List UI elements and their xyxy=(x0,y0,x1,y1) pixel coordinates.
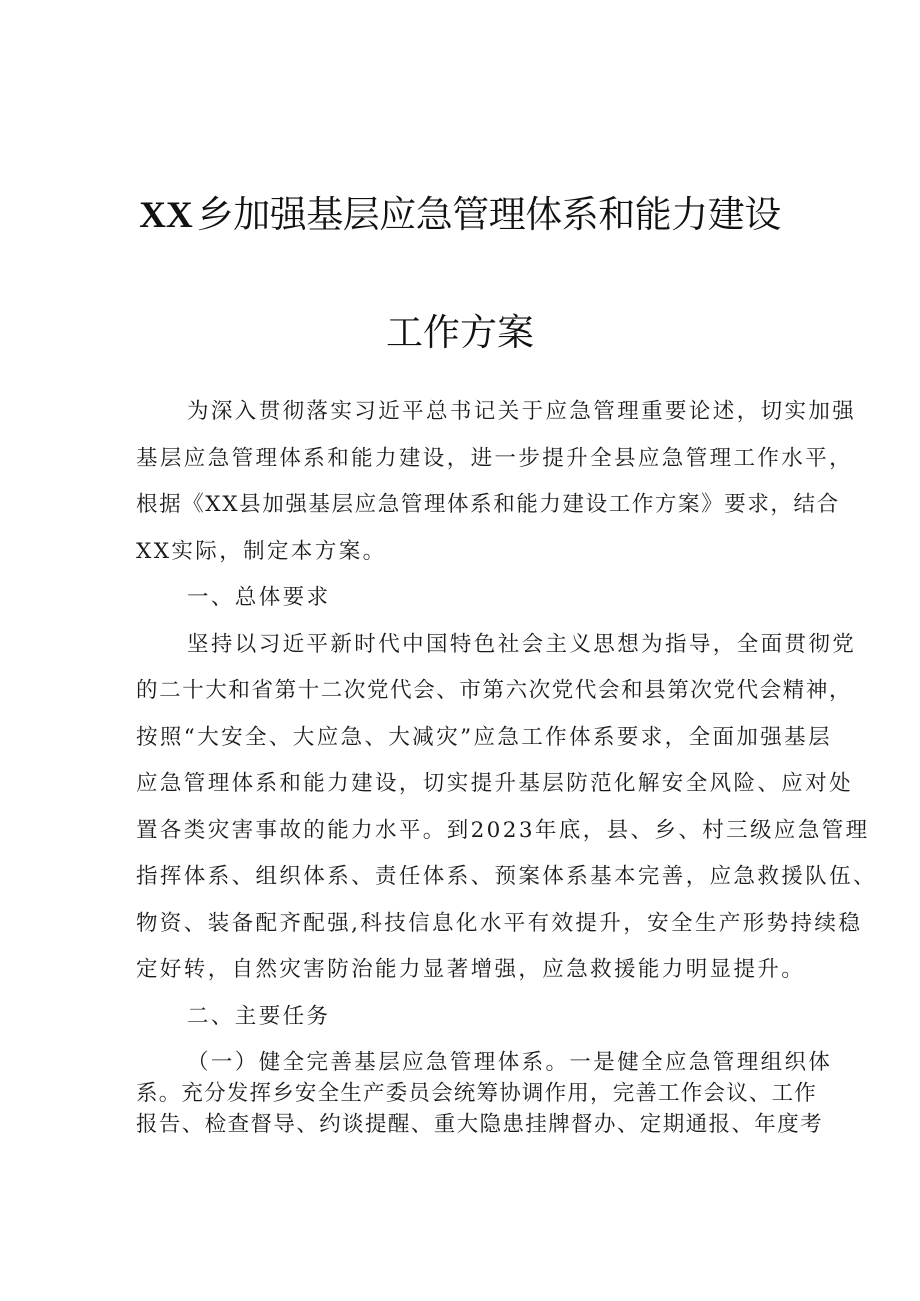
paragraph-line: 指挥体系、组织体系、责任体系、预案体系基本完善，应急救援队伍、 xyxy=(136,864,877,889)
paragraph-line: （一）健全完善基层应急管理体系。一是健全应急管理组织体 xyxy=(187,1050,833,1075)
paragraph-line: 为深入贯彻落实习近平总书记关于应急管理重要论述，切实加强 xyxy=(187,399,857,424)
paragraph-line: 按照“大安全、大应急、大减灾”应急工作体系要求，全面加强基层 xyxy=(136,725,832,750)
document-title-line-2: 工作方案 xyxy=(386,311,534,354)
title-prefix: XX xyxy=(139,195,193,236)
section-heading-2: 二、主要任务 xyxy=(187,1004,331,1029)
paragraph-line: 置各类灾害事故的能力水平。到2023年底，县、乡、村三级应急管理 xyxy=(136,818,870,843)
paragraph-line: 系。充分发挥乡安全生产委员会统筹协调作用，完善工作会议、工作 xyxy=(136,1081,818,1106)
title-line-1-text: 乡加强基层应急管理体系和能力建设 xyxy=(196,193,781,236)
paragraph-line: 定好转，自然灾害防治能力显著增强，应急救援能力明显提升。 xyxy=(136,957,806,982)
section-heading-1: 一、总体要求 xyxy=(187,585,331,610)
paragraph-line: XX实际，制定本方案。 xyxy=(136,539,387,564)
paragraph-line: 坚持以习近平新时代中国特色社会主义思想为指导，全面贯彻党 xyxy=(187,632,857,657)
paragraph-line: 根据《XX县加强基层应急管理体系和能力建设工作方案》要求，结合 xyxy=(136,492,840,517)
paragraph-line: 基层应急管理体系和能力建设，进一步提升全县应急管理工作水平， xyxy=(136,446,854,471)
document-title-line-1 xyxy=(0,184,920,238)
paragraph-line: 应急管理体系和能力建设，切实提升基层防范化解安全风险、应对处 xyxy=(136,771,854,796)
paragraph-line: 物资、装备配齐配强,科技信息化水平有效提升，安全生产形势持续稳 xyxy=(136,911,863,936)
paragraph-line: 的二十大和省第十二次党代会、市第六次党代会和县第次党代会精神， xyxy=(136,678,853,703)
paragraph-line: 报告、检查督导、约谈提醒、重大隐患挂牌督办、定期通报、年度考 xyxy=(136,1112,824,1137)
